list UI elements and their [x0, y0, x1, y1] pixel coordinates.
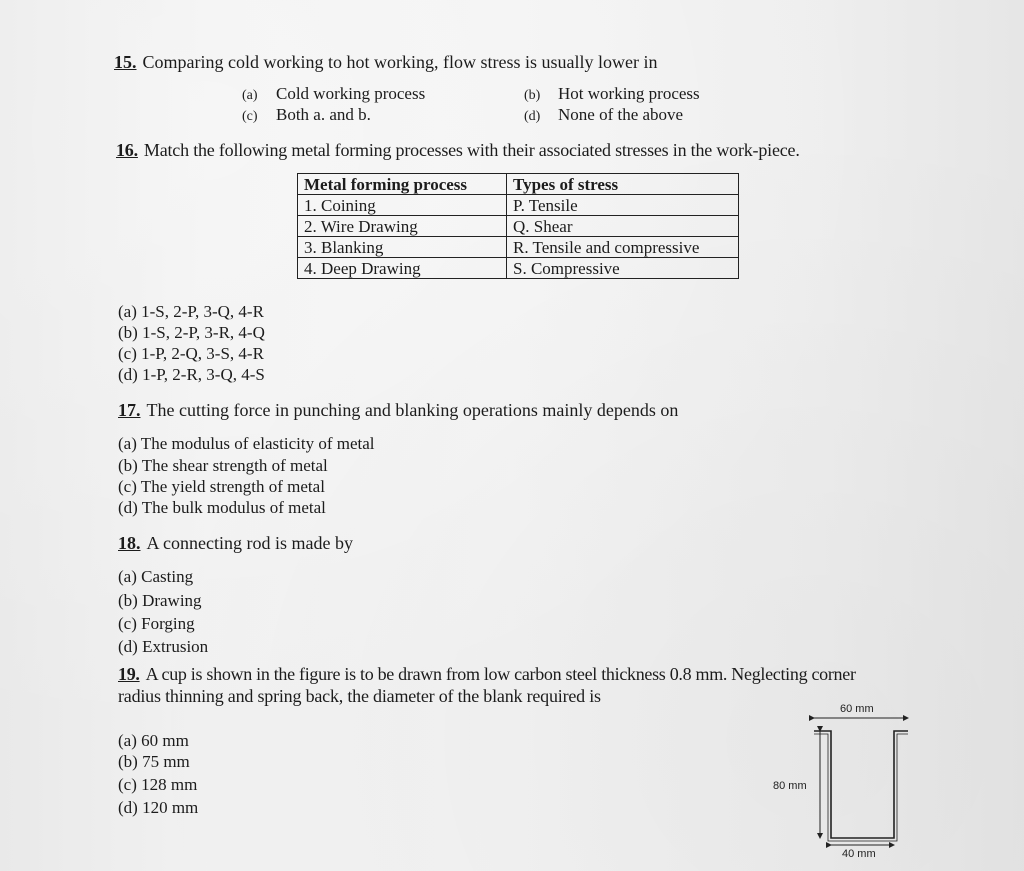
- option-d: (d) 1-P, 2-R, 3-Q, 4-S: [118, 365, 265, 384]
- option-text: Cold working process: [276, 84, 426, 103]
- top-dimension-label: 60 mm: [840, 703, 874, 715]
- table-cell: 4. Deep Drawing: [298, 258, 507, 279]
- option-c: (c) 128 mm: [118, 775, 198, 794]
- table-cell: S. Compressive: [507, 258, 739, 279]
- option-label: (d): [524, 109, 541, 124]
- question-text: Match the following metal forming processes with their associated stresses in the work-piece.: [143, 140, 800, 160]
- cup-figure: [800, 715, 920, 850]
- option-c: (c) Forging: [118, 614, 195, 633]
- question-17: [118, 400, 678, 420]
- question-text: Comparing cold working to hot working, flow stress is usually lower in: [142, 52, 658, 72]
- question-number: 16.: [116, 140, 138, 160]
- table-cell: 1. Coining: [298, 195, 507, 216]
- question-text: A cup is shown in the figure is to be drawn from low carbon steel thickness 0.8 mm. Neglecting corner: [145, 664, 856, 684]
- bottom-dimension-label: 40 mm: [842, 848, 876, 860]
- question-19: [118, 664, 856, 684]
- question-number: 17.: [118, 400, 141, 420]
- option-b: (b) The shear strength of metal: [118, 456, 328, 475]
- option-c: (c) The yield strength of metal: [118, 477, 325, 496]
- option-b: (b) 75 mm: [118, 752, 190, 771]
- option-b: [524, 84, 700, 106]
- question-text: A connecting rod is made by: [146, 533, 353, 553]
- option-c: (c) 1-P, 2-Q, 3-S, 4-R: [118, 344, 264, 363]
- table-header-row: [298, 174, 739, 195]
- option-label: (a): [242, 88, 258, 103]
- question-15: [114, 52, 657, 72]
- question-number: 19.: [118, 664, 140, 684]
- table-header: Types of stress: [507, 174, 739, 195]
- table-cell: 3. Blanking: [298, 237, 507, 258]
- table-row: [298, 258, 739, 279]
- option-c: [242, 105, 371, 127]
- table-cell: P. Tensile: [507, 195, 739, 216]
- option-text: None of the above: [558, 105, 684, 124]
- question-16: [116, 140, 800, 160]
- option-label: (c): [242, 109, 258, 124]
- question-text: The cutting force in punching and blanking operations mainly depends on: [146, 400, 679, 420]
- question-18: [118, 533, 353, 553]
- option-b: (b) 1-S, 2-P, 3-R, 4-Q: [118, 323, 265, 342]
- table-row: [298, 216, 739, 237]
- option-a: (a) 60 mm: [118, 731, 189, 750]
- option-b: (b) Drawing: [118, 591, 202, 610]
- option-d: [524, 105, 683, 127]
- table-row: [298, 237, 739, 258]
- option-a: (a) Casting: [118, 567, 194, 586]
- option-a: (a) The modulus of elasticity of metal: [118, 434, 375, 453]
- option-text: Both a. and b.: [276, 105, 371, 124]
- table-cell: R. Tensile and compressive: [507, 237, 739, 258]
- question-number: 18.: [118, 533, 141, 553]
- option-text: Hot working process: [558, 84, 700, 103]
- match-table: [297, 173, 739, 279]
- option-a: [242, 84, 425, 106]
- question-19-continued: radius thinning and spring back, the diameter of the blank required is: [118, 686, 601, 706]
- option-d: (d) Extrusion: [118, 637, 209, 656]
- option-d: (d) 120 mm: [118, 798, 199, 817]
- table-header: Metal forming process: [298, 174, 507, 195]
- question-number: 15.: [114, 52, 137, 72]
- option-label: (b): [524, 88, 541, 103]
- table-row: [298, 195, 739, 216]
- option-d: (d) The bulk modulus of metal: [118, 498, 326, 517]
- table-cell: 2. Wire Drawing: [298, 216, 507, 237]
- option-a: (a) 1-S, 2-P, 3-Q, 4-R: [118, 302, 264, 321]
- table-cell: Q. Shear: [507, 216, 739, 237]
- height-dimension-label: 80 mm: [773, 780, 807, 792]
